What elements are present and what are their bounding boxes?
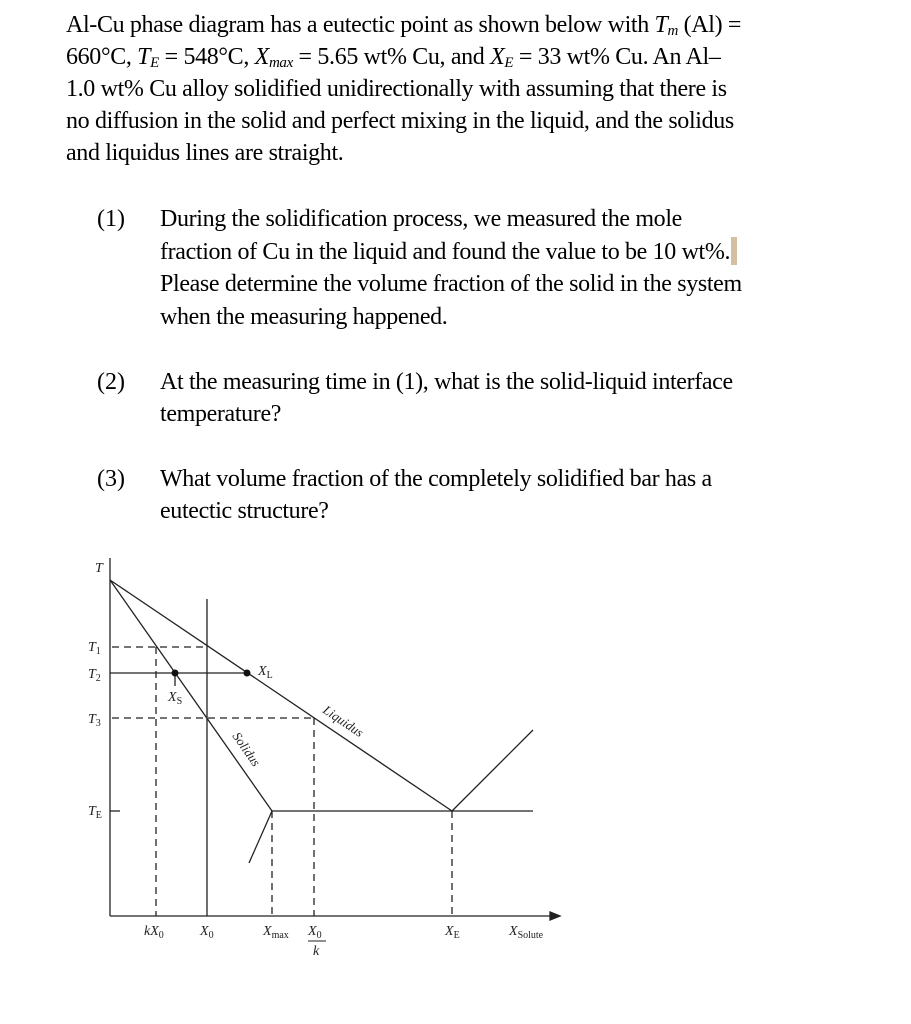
question-line: eutectic structure? — [160, 498, 329, 524]
t2-label — [88, 667, 101, 684]
question-number: (2) — [97, 369, 125, 395]
text: = 548°C, — [158, 44, 255, 70]
intro-line-4: no diffusion in the solid and perfect mixing in the liquid, and the solidus — [66, 108, 734, 134]
t: T — [88, 712, 96, 727]
x: X — [308, 924, 317, 939]
question-line: when the measuring happened. — [160, 304, 448, 330]
sub: E — [504, 55, 514, 71]
x0k-numerator — [307, 924, 322, 941]
question-number: (3) — [97, 466, 125, 492]
var-T: T — [654, 12, 668, 38]
xmax-label — [262, 924, 289, 941]
text: = 5.65 wt% Cu, and — [292, 44, 491, 70]
sub: 2 — [95, 673, 101, 684]
x0-label — [199, 924, 214, 941]
eutectic-right-liquidus — [452, 730, 533, 811]
xs-point — [172, 670, 179, 677]
liquidus-line — [110, 580, 452, 811]
var-T: T — [137, 44, 151, 70]
x-axis-arrow — [550, 912, 560, 920]
sub: L — [266, 670, 273, 681]
x: X — [509, 924, 518, 939]
question-line: temperature? — [160, 401, 282, 427]
var-X: X — [254, 44, 269, 70]
x: X — [258, 664, 267, 679]
dashed-guides — [112, 647, 452, 916]
intro-line-5: and liquidus lines are straight. — [66, 140, 344, 166]
sub: 3 — [95, 718, 101, 729]
sub: E — [150, 55, 159, 71]
xs-label — [167, 690, 182, 707]
sub: max — [268, 55, 293, 71]
kx0-label — [144, 924, 164, 941]
question-number: (1) — [97, 206, 125, 232]
xl-point — [244, 670, 251, 677]
text: fraction of Cu in the liquid and found the value to be 10 wt%. — [160, 239, 731, 265]
var-X: X — [490, 44, 505, 70]
sub: Solute — [517, 930, 544, 941]
sub: E — [95, 810, 102, 821]
xsolute-label — [508, 924, 544, 941]
t: T — [88, 804, 96, 819]
sub: 0 — [316, 930, 322, 941]
x: kX — [144, 924, 159, 939]
intro-line-3: 1.0 wt% Cu alloy solidified unidirectionally with assuming that there is — [66, 76, 727, 102]
text: Al-Cu phase diagram has a eutectic point as shown below with — [66, 12, 655, 38]
sub: S — [176, 696, 183, 707]
xe-label — [444, 924, 460, 941]
t: T — [88, 640, 96, 655]
y-axis-label: T — [95, 561, 103, 576]
sub: max — [271, 930, 289, 941]
t1-label — [88, 640, 101, 657]
text: (Al) = — [678, 12, 742, 38]
te-label — [88, 804, 102, 821]
x: X — [200, 924, 209, 939]
x: X — [263, 924, 272, 939]
liquidus-label: Liquidus — [320, 702, 367, 740]
text: = 33 wt% Cu. An Al– — [513, 44, 721, 70]
sub: 1 — [95, 646, 101, 657]
question-line: Please determine the volume fraction of the solid in the system — [160, 271, 742, 297]
x: X — [168, 690, 177, 705]
sub: 0 — [158, 930, 164, 941]
t3-label — [88, 712, 101, 729]
question-line: At the measuring time in (1), what is the solid-liquid interface — [160, 369, 733, 395]
sub: m — [667, 23, 678, 39]
sub: 0 — [208, 930, 214, 941]
x: X — [445, 924, 454, 939]
solvus-line — [249, 811, 272, 863]
text: 660°C, — [66, 44, 138, 70]
question-line: What volume fraction of the completely solidified bar has a — [160, 466, 712, 492]
xl-label — [257, 664, 273, 681]
solidus-line — [110, 580, 272, 811]
sub: E — [453, 930, 460, 941]
solidus-label: Solidus — [229, 729, 264, 770]
x0k-denominator: k — [313, 944, 320, 959]
t: T — [88, 667, 96, 682]
question-line: During the solidification process, we measured the mole — [160, 206, 682, 232]
